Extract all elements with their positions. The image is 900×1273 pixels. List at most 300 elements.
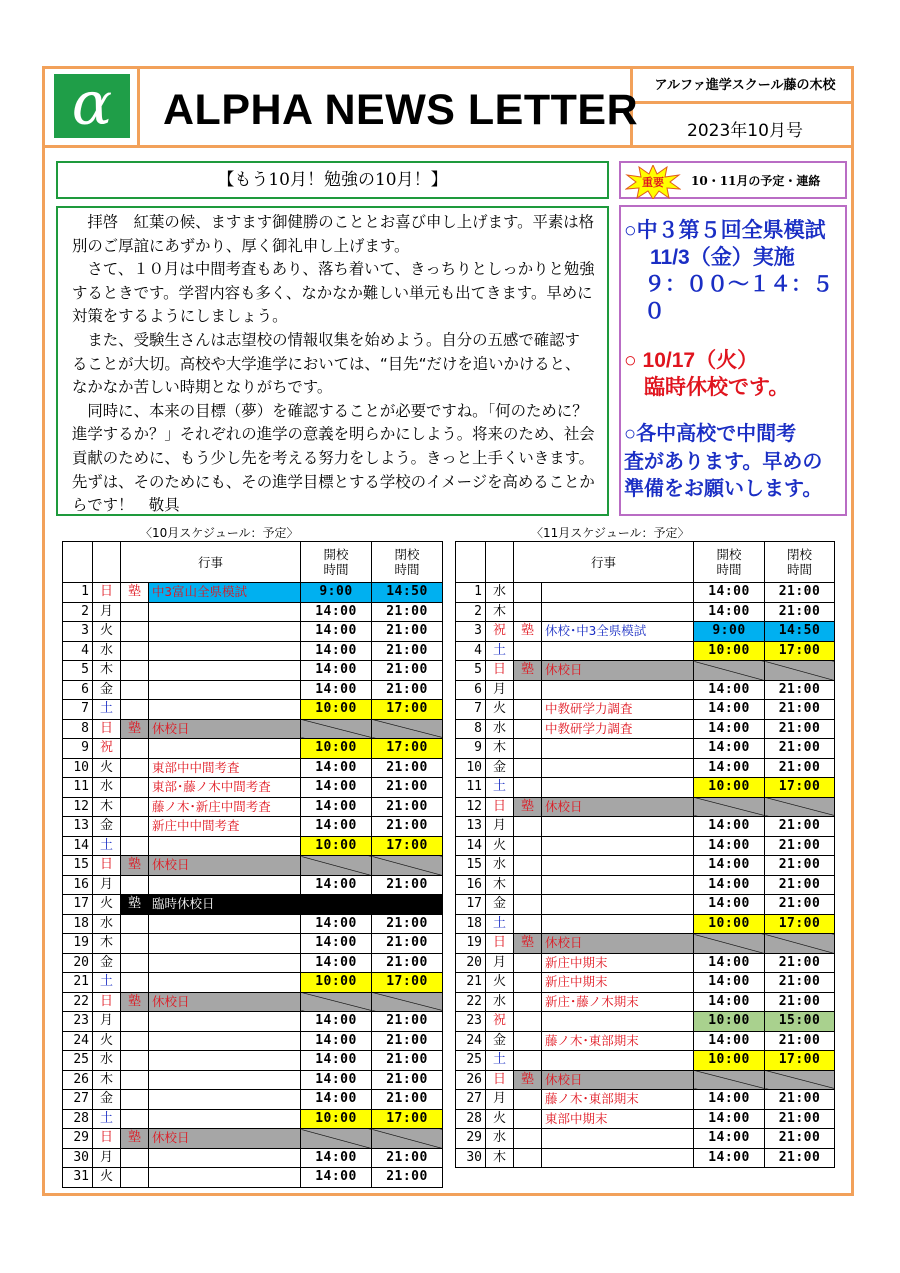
day-cell: 15 [456,856,486,876]
day-cell: 31 [63,1168,93,1188]
weekday-cell: 月 [486,953,514,973]
event-cell [542,817,694,837]
juku-cell [514,973,542,993]
day-cell: 7 [63,700,93,720]
table-row [63,914,443,934]
open-time-cell: 14:00 [301,758,372,778]
weekday-cell: 木 [486,875,514,895]
close-time-cell: 21:00 [765,836,835,856]
close-time-cell: 17:00 [372,836,443,856]
event-cell: 東部中中間考査 [149,758,301,778]
day-cell: 23 [456,1012,486,1032]
juku-cell [514,1090,542,1110]
important-badge: 重要 [642,176,664,189]
event-cell: 新庄中期末 [542,953,694,973]
open-time-cell: 14:00 [694,1148,765,1168]
table-row [63,661,443,681]
close-time-cell: 21:00 [765,992,835,1012]
juku-cell [514,602,542,622]
event-cell [149,1031,301,1051]
notice-midterms-line: ○各中高校で中間考 [624,423,797,445]
weekday-cell: 水 [486,856,514,876]
day-cell: 11 [63,778,93,798]
table-row [63,1012,443,1032]
open-time-cell: 14:00 [301,1031,372,1051]
table-row [63,992,443,1012]
open-time-cell: 14:00 [694,602,765,622]
open-time-cell: 14:00 [694,973,765,993]
event-cell [149,1148,301,1168]
day-cell: 12 [456,797,486,817]
nov-caption: 〈11月スケジュール：予定〉 [531,526,690,540]
close-time-cell: 21:00 [372,680,443,700]
juku-cell [121,700,149,720]
close-time-cell: 21:00 [765,758,835,778]
juku-cell [514,583,542,603]
close-time-cell: 21:00 [372,1070,443,1090]
open-time-cell [301,856,372,876]
close-time-cell: 21:00 [765,1109,835,1129]
open-time-cell [301,992,372,1012]
open-time-cell: 14:00 [301,953,372,973]
open-time-cell: 9:00 [694,622,765,642]
juku-cell [121,1012,149,1032]
table-row [456,953,835,973]
close-time-cell: 21:00 [372,758,443,778]
close-time-cell: 21:00 [765,700,835,720]
day-cell: 20 [63,953,93,973]
open-time-cell: 14:00 [694,758,765,778]
open-time-cell [301,1129,372,1149]
open-time-cell: 14:00 [694,817,765,837]
open-time-cell: 10:00 [694,778,765,798]
column-header [63,542,93,583]
event-cell: 新庄中中間考査 [149,817,301,837]
table-row [456,758,835,778]
weekday-cell: 火 [486,700,514,720]
day-cell: 4 [63,641,93,661]
day-cell: 10 [63,758,93,778]
table-row [63,1031,443,1051]
open-time-cell: 10:00 [694,1051,765,1071]
table-row [456,1148,835,1168]
event-cell [149,1012,301,1032]
juku-cell: 塾 [121,856,149,876]
open-time-cell: 14:00 [694,680,765,700]
weekday-cell: 水 [93,1051,121,1071]
open-time-cell: 14:00 [301,641,372,661]
table-row [456,1051,835,1071]
weekday-cell: 火 [93,622,121,642]
day-cell: 26 [63,1070,93,1090]
weekday-cell: 水 [93,914,121,934]
table-row [63,778,443,798]
juku-cell [514,1031,542,1051]
juku-cell [121,1031,149,1051]
event-cell [149,1070,301,1090]
table-row [63,875,443,895]
weekday-cell: 火 [486,973,514,993]
day-cell: 12 [63,797,93,817]
weekday-cell: 日 [486,661,514,681]
weekday-cell: 木 [486,739,514,759]
juku-cell [121,641,149,661]
event-cell [542,1012,694,1032]
juku-cell [514,778,542,798]
notice-exam-date: 11/3（金）実施 [650,246,795,269]
table-row [456,680,835,700]
weekday-cell: 金 [486,895,514,915]
event-cell [542,1051,694,1071]
article-paragraph: 同時に、本来の目標（夢）を確認することが必要ですね。「何のために？進学するか？」それぞれの進学の意義を明らかにしよう。将来のため、社会貢献のために、もう少し先を考える努力をしよう。きっと上手くいきます。先ずは、そのためにも、その進学目標とする学校のイメージを高めることからです！ 敬具 [72,401,595,515]
table-row [63,1051,443,1071]
table-row [456,875,835,895]
table-row [456,583,835,603]
table-row [456,992,835,1012]
juku-cell: 塾 [121,1129,149,1149]
table-row [456,1070,835,1090]
close-time-cell: 21:00 [372,1090,443,1110]
juku-cell [514,700,542,720]
juku-cell [514,680,542,700]
event-cell [149,622,301,642]
event-cell: 中教研学力調査 [542,719,694,739]
weekday-cell: 木 [93,661,121,681]
open-time-cell [301,719,372,739]
table-row [456,934,835,954]
juku-cell [121,914,149,934]
close-time-cell: 21:00 [372,641,443,661]
weekday-cell: 金 [93,817,121,837]
weekday-cell: 木 [486,602,514,622]
column-header: 閉校 時間 [765,542,835,583]
weekday-cell: 火 [486,836,514,856]
juku-cell [121,973,149,993]
day-cell: 25 [63,1051,93,1071]
table-header-row [63,542,443,583]
close-time-cell: 21:00 [372,1051,443,1071]
close-time-cell: 17:00 [765,641,835,661]
open-time-cell: 14:00 [694,583,765,603]
day-cell: 18 [63,914,93,934]
event-cell: 中3富山全県模試 [149,583,301,603]
event-cell: 新庄･藤ノ木期末 [542,992,694,1012]
event-cell [149,641,301,661]
notice-midterms-line: 査があります。早めの [624,450,823,473]
open-time-cell: 10:00 [301,700,372,720]
weekday-cell: 日 [486,797,514,817]
juku-cell [121,1090,149,1110]
open-time-cell: 14:00 [694,836,765,856]
event-cell [542,583,694,603]
day-cell: 28 [63,1109,93,1129]
day-cell: 27 [456,1090,486,1110]
page-title: ALPHA NEWS LETTER [163,86,639,134]
open-time-cell: 14:00 [301,1090,372,1110]
event-cell [542,641,694,661]
event-cell [542,914,694,934]
close-time-cell: 14:50 [372,583,443,603]
juku-cell [121,602,149,622]
juku-cell [514,953,542,973]
day-cell: 2 [456,602,486,622]
event-cell [149,934,301,954]
day-cell: 19 [456,934,486,954]
column-header [93,542,121,583]
table-row [456,661,835,681]
juku-cell [514,836,542,856]
column-header: 開校 時間 [301,542,372,583]
open-time-cell: 14:00 [301,1070,372,1090]
close-time-cell: 21:00 [765,895,835,915]
open-time-cell: 14:00 [301,934,372,954]
weekday-cell: 月 [93,1148,121,1168]
table-row [456,778,835,798]
table-row [63,817,443,837]
weekday-cell: 火 [93,758,121,778]
weekday-cell: 木 [486,1148,514,1168]
day-cell: 4 [456,641,486,661]
event-cell [149,739,301,759]
day-cell: 7 [456,700,486,720]
event-cell [149,836,301,856]
table-row [63,856,443,876]
juku-cell [514,1012,542,1032]
event-cell [149,953,301,973]
table-row [63,895,443,915]
day-cell: 5 [63,661,93,681]
event-cell: 東部中期末 [542,1109,694,1129]
weekday-cell: 日 [93,583,121,603]
day-cell: 3 [63,622,93,642]
juku-cell [514,992,542,1012]
day-cell: 25 [456,1051,486,1071]
close-time-cell [372,856,443,876]
juku-cell [514,1148,542,1168]
close-time-cell: 21:00 [765,817,835,837]
day-cell: 19 [63,934,93,954]
close-time-cell: 21:00 [372,953,443,973]
weekday-cell: 土 [93,1109,121,1129]
oct-caption: 〈10月スケジュール：予定〉 [140,526,299,540]
weekday-cell: 火 [93,895,121,915]
weekday-cell: 水 [486,992,514,1012]
column-header: 行事 [121,542,301,583]
juku-cell [121,875,149,895]
event-cell: 休校日 [542,1070,694,1090]
table-row [63,622,443,642]
table-row [456,641,835,661]
close-time-cell: 21:00 [765,1090,835,1110]
juku-cell: 塾 [514,622,542,642]
table-row [456,1109,835,1129]
event-cell [542,1148,694,1168]
event-cell: 休校日 [149,1129,301,1149]
event-cell [542,875,694,895]
table-row [456,817,835,837]
juku-cell: 塾 [514,1070,542,1090]
juku-cell [121,1070,149,1090]
table-row [63,602,443,622]
open-time-cell: 14:00 [301,661,372,681]
close-time-cell [765,934,835,954]
close-time-cell: 21:00 [765,602,835,622]
open-time-cell: 14:00 [694,1090,765,1110]
close-time-cell: 21:00 [372,1012,443,1032]
table-row [456,973,835,993]
close-time-cell: 21:00 [765,583,835,603]
day-cell: 24 [456,1031,486,1051]
event-cell [542,778,694,798]
weekday-cell: 日 [93,1129,121,1149]
event-cell: 休校日 [542,661,694,681]
open-time-cell: 10:00 [694,641,765,661]
day-cell: 13 [63,817,93,837]
event-cell [149,661,301,681]
juku-cell: 塾 [121,895,149,915]
day-cell: 21 [63,973,93,993]
weekday-cell: 日 [93,719,121,739]
weekday-cell: 金 [93,953,121,973]
table-header-row [456,542,835,583]
notices-box [619,205,847,516]
burst-icon [625,165,681,199]
weekday-cell: 水 [486,1129,514,1149]
weekday-cell: 土 [93,836,121,856]
event-cell [149,1109,301,1129]
weekday-cell: 火 [486,1109,514,1129]
table-row [63,953,443,973]
event-cell: 臨時休校日 [149,895,443,915]
day-cell: 20 [456,953,486,973]
open-time-cell: 14:00 [694,700,765,720]
event-cell [542,1129,694,1149]
open-time-cell: 14:00 [301,817,372,837]
day-cell: 29 [63,1129,93,1149]
juku-cell [121,739,149,759]
event-cell: 東部･藤ノ木中間考査 [149,778,301,798]
day-cell: 14 [63,836,93,856]
event-cell: 新庄中期末 [542,973,694,993]
open-time-cell: 14:00 [301,778,372,798]
table-row [63,934,443,954]
close-time-cell [765,661,835,681]
juku-cell [121,622,149,642]
table-row [456,836,835,856]
open-time-cell: 14:00 [694,856,765,876]
notice-exam-time: ９：００～１４：５０ [644,273,833,323]
day-cell: 23 [63,1012,93,1032]
notice-heading [619,161,847,199]
day-cell: 6 [63,680,93,700]
close-time-cell: 17:00 [372,1109,443,1129]
event-cell [542,836,694,856]
weekday-cell: 水 [93,778,121,798]
close-time-cell: 14:50 [765,622,835,642]
table-row [63,1168,443,1188]
open-time-cell: 10:00 [301,836,372,856]
notice-closure [624,347,843,401]
weekday-cell: 土 [486,914,514,934]
event-cell [542,758,694,778]
juku-cell [514,914,542,934]
close-time-cell [372,719,443,739]
close-time-cell: 21:00 [372,914,443,934]
close-time-cell: 15:00 [765,1012,835,1032]
article-paragraph: さて、１０月は中間考査もあり、落ち着いて、きっちりとしっかりと勉強するときです。学習内容も多く、なかなか難しい単元も出てきます。早めに対策をするようにしましょう。 [72,260,595,326]
juku-cell [514,641,542,661]
weekday-cell: 土 [93,973,121,993]
juku-cell: 塾 [514,661,542,681]
weekday-cell: 金 [93,680,121,700]
weekday-cell: 水 [486,583,514,603]
weekday-cell: 土 [486,641,514,661]
open-time-cell: 14:00 [694,1129,765,1149]
day-cell: 1 [456,583,486,603]
juku-cell [121,953,149,973]
open-time-cell: 14:00 [694,895,765,915]
weekday-cell: 木 [93,797,121,817]
open-time-cell: 14:00 [301,1012,372,1032]
event-cell: 休校･中3全県模試 [542,622,694,642]
event-cell: 休校日 [149,719,301,739]
juku-cell [121,778,149,798]
table-row [456,856,835,876]
day-cell: 22 [456,992,486,1012]
day-cell: 5 [456,661,486,681]
day-cell: 8 [63,719,93,739]
column-header [456,542,486,583]
table-row [456,700,835,720]
close-time-cell: 21:00 [765,973,835,993]
open-time-cell: 14:00 [301,875,372,895]
open-time-cell: 14:00 [301,1148,372,1168]
close-time-cell: 17:00 [765,1051,835,1071]
table-row [63,1109,443,1129]
day-cell: 17 [456,895,486,915]
event-cell: 休校日 [149,856,301,876]
close-time-cell: 17:00 [372,739,443,759]
event-cell [542,680,694,700]
notice-heading-text: 10・11月の予定・連絡 [691,174,821,188]
juku-cell [514,1129,542,1149]
open-time-cell: 10:00 [301,739,372,759]
juku-cell [121,1051,149,1071]
weekday-cell: 水 [486,719,514,739]
open-time-cell: 14:00 [301,914,372,934]
table-row [456,1090,835,1110]
event-cell: 藤ノ木･東部期末 [542,1031,694,1051]
open-time-cell: 14:00 [694,953,765,973]
weekday-cell: 木 [93,934,121,954]
day-cell: 16 [63,875,93,895]
open-time-cell: 10:00 [301,1109,372,1129]
day-cell: 1 [63,583,93,603]
juku-cell [121,1109,149,1129]
day-cell: 14 [456,836,486,856]
table-row [63,1070,443,1090]
event-cell: 休校日 [542,934,694,954]
juku-cell: 塾 [514,797,542,817]
event-cell: 中教研学力調査 [542,700,694,720]
event-cell: 藤ノ木･新庄中間考査 [149,797,301,817]
table-row [456,719,835,739]
open-time-cell: 10:00 [694,1012,765,1032]
table-row [63,1129,443,1149]
event-cell [542,739,694,759]
weekday-cell: 祝 [486,1012,514,1032]
weekday-cell: 火 [93,1031,121,1051]
